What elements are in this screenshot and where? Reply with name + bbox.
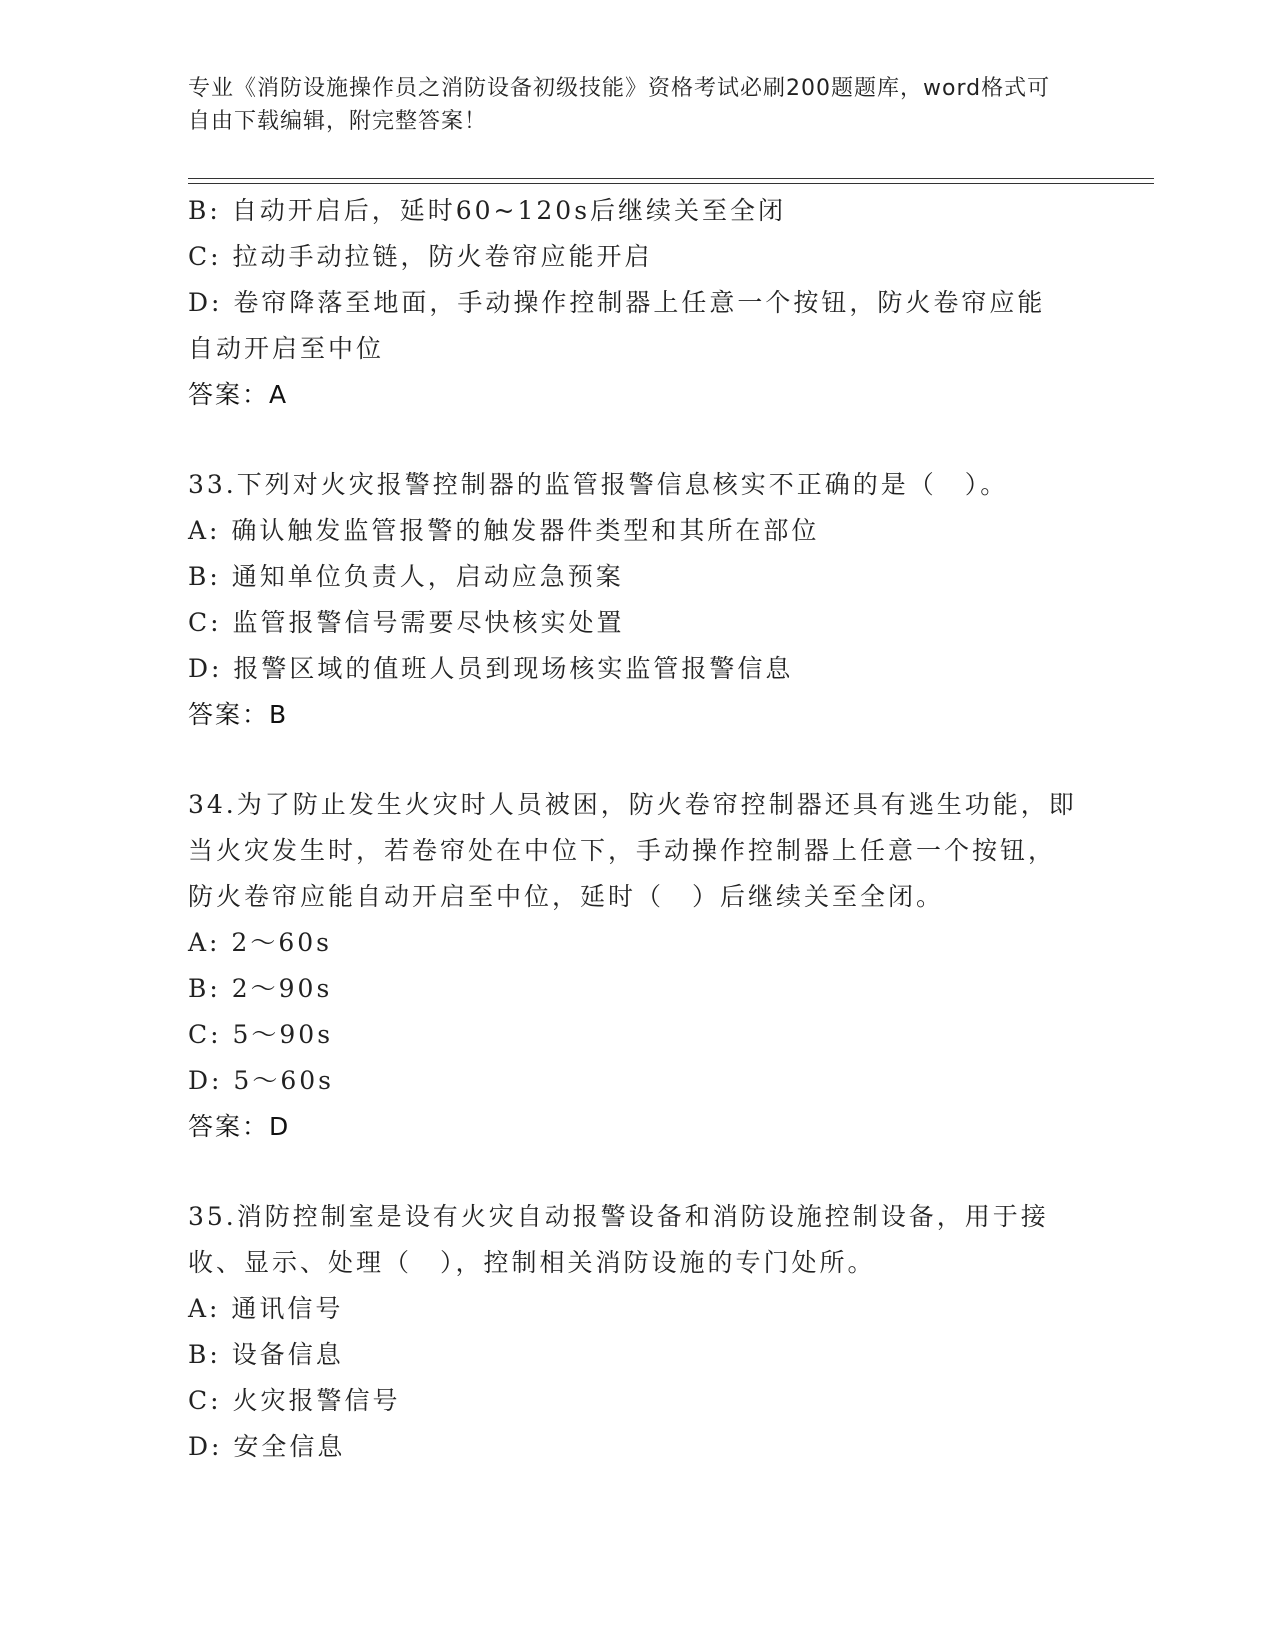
option-b: B: 自动开启后，延时60~120s后继续关至全闭 — [188, 196, 787, 225]
question-stem: 35.消防控制室是设有火灾自动报警设备和消防设施控制设备，用于接收、显示、处理（ ），控制相关消防设施的专门处所。 — [188, 1202, 1049, 1277]
option-b: B: 2～90s — [188, 974, 333, 1003]
option-b: B: 设备信息 — [188, 1340, 344, 1369]
option-a: A: 2～60s — [188, 928, 332, 957]
option-c: C: 拉动手动拉链，防火卷帘应能开启 — [188, 242, 653, 271]
answer-line: 答案：A — [188, 380, 289, 409]
continued-question — [188, 188, 1088, 418]
question-stem: 33.下列对火灾报警控制器的监管报警信息核实不正确的是（ ）。 — [188, 470, 1009, 499]
option-d: D: 安全信息 — [188, 1432, 346, 1461]
option-c: C: 5～90s — [188, 1020, 334, 1049]
question-35 — [188, 1194, 1088, 1470]
header-divider-bottom — [188, 183, 1154, 184]
question-33 — [188, 462, 1088, 738]
option-d: D: 卷帘降落至地面，手动操作控制器上任意一个按钮，防火卷帘应能 — [188, 288, 1046, 317]
option-a: A: 确认触发监管报警的触发器件类型和其所在部位 — [188, 516, 820, 545]
header-text: 专业《消防设施操作员之消防设备初级技能》资格考试必刷200题题库，word格式可自由下载编辑，附完整答案！ — [188, 76, 1051, 134]
option-d: D: 报警区域的值班人员到现场核实监管报警信息 — [188, 654, 794, 683]
option-c: C: 火灾报警信号 — [188, 1386, 401, 1415]
header-divider-top — [188, 178, 1154, 179]
option-d: D: 5～60s — [188, 1066, 334, 1095]
question-stem: 34.为了防止发生火灾时人员被困，防火卷帘控制器还具有逃生功能，即当火灾发生时，若卷帘处在中位下，手动操作控制器上任意一个按钮，防火卷帘应能自动开启至中位，延时（ ）后继续关至全闭。 — [188, 790, 1077, 911]
option-b: B: 通知单位负责人，启动应急预案 — [188, 562, 624, 591]
option-d-continued: 自动开启至中位 — [188, 334, 385, 363]
answer-line: 答案：D — [188, 1112, 291, 1141]
question-34 — [188, 782, 1088, 1150]
document-header — [188, 72, 1068, 138]
option-a: A: 通讯信号 — [188, 1294, 344, 1323]
option-c: C: 监管报警信号需要尽快核实处置 — [188, 608, 625, 637]
question-content — [188, 188, 1088, 1470]
answer-line: 答案：B — [188, 700, 289, 729]
